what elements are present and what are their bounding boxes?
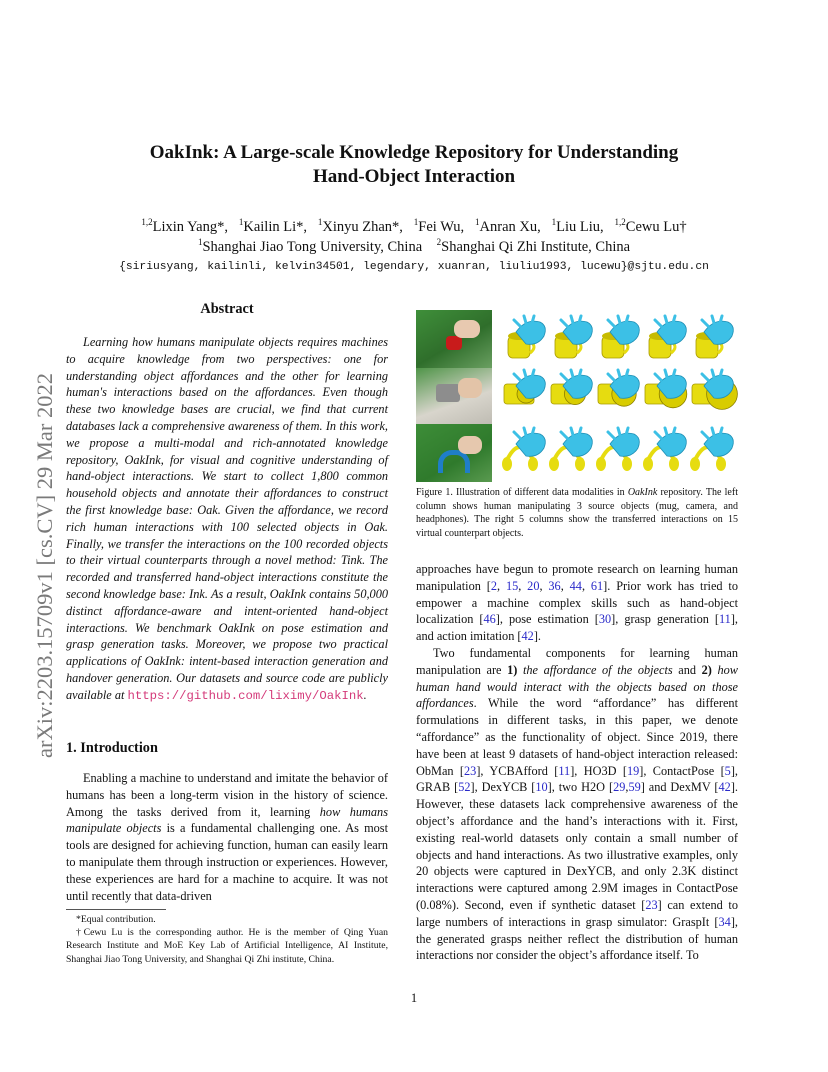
intro-paragraph: [66, 770, 388, 904]
citation-link[interactable]: 29: [613, 780, 626, 795]
row-headphones: [502, 428, 733, 471]
author-list: [60, 217, 768, 236]
virtual-interactions-render: [494, 310, 738, 482]
right-column-body: [416, 561, 738, 964]
author-name: $^1$Liu Liu,: [551, 217, 604, 235]
headphones-interaction-3: [596, 428, 639, 471]
citation-link[interactable]: 52: [458, 780, 471, 795]
caption-text-a: Figure 1. Illustration of different data modalities in: [416, 487, 628, 498]
page-number: 1: [410, 991, 418, 1005]
figure-1-caption: [416, 486, 738, 540]
mug-interaction-4: [649, 316, 686, 358]
intro-heading: 1. Introduction: [66, 740, 158, 756]
author-name: $^1$Fei Wu,: [413, 217, 465, 235]
camera-interaction-2: [551, 370, 592, 405]
caption-text-b: repository. The left column shows human manipulating 3 source objects (mug, camera, and headphones). The right 5 columns show the transferred interactions on 15 virtual counterpart objects.: [416, 487, 738, 539]
citation-link[interactable]: 30: [598, 612, 612, 627]
citation-link[interactable]: 23: [645, 897, 658, 912]
body-paragraph-2: Two fundamental components for learning human manipulation are 1) the affordance of the objects and 2) how human hand would interact with the objects based on those affordances. While the word “affordance” has different formulations in different tasks, in this paper, we denote “affordance” as the functionality of object. Since 2019, there have been at least 9 datasets of hand-object interaction released: ObMan [23], YCBAfford [11], HO3D [19], ContactPose [5], GRAB [52], DexYCB [10], two H2O [29,59] and DexMV [42]. However, these datasets lack comprehensive awareness of the object’s affordance and the hand’s interactions with it. First, existing real-world datasets only contain a small number of objects and hand interactions. As two illustrative examples, only 20 objects were captured in DexYCB, and only 2.3K distinct interactions were captured among 2.9M images in ContactPose (0.08%). Second, even if synthetic dataset [23] can extend to large numbers of interactions in grasp simulator: GraspIt [34], the generated grasps neither reflect the distribution of human interactions nor consider the object’s affordance itself. To: [416, 645, 738, 963]
citation-link[interactable]: 46: [483, 612, 496, 627]
author-name: $^1$Kailin Li*,: [238, 217, 307, 235]
footnotes: [66, 913, 388, 966]
photo-camera-manipulation: [416, 368, 492, 424]
intro-text-b: is a fundamental challenging one. As most tools are designed for achieving function, human can easily learn to manipulate them through instruction or experiences. However, these experiences are hard for a machine to acquire. It was not until recently that data-driven: [66, 821, 388, 903]
arxiv-id-text: arXiv:2203.15709v1 [cs.CV] 29 Mar 2022: [32, 373, 57, 758]
citation-link[interactable]: 19: [626, 763, 640, 778]
affil-2-sup: 2: [436, 237, 442, 247]
headphones-interaction-2: [549, 428, 592, 471]
citation-link[interactable]: 42: [521, 629, 534, 644]
mug-interaction-2: [555, 316, 592, 358]
paper-title: [80, 141, 748, 189]
red-mug-shape: [446, 336, 462, 350]
title-line-1: OakInk: A Large-scale Knowledge Repository for Understanding: [149, 142, 679, 163]
affil-2: Shanghai Qi Zhi Institute, China: [441, 238, 631, 255]
citation-link[interactable]: 5: [724, 763, 731, 778]
citation-link[interactable]: 11: [718, 612, 731, 627]
mug-interaction-1: [508, 316, 545, 358]
figure-1: [416, 310, 738, 482]
citation-link[interactable]: 20: [527, 578, 540, 593]
intro-text-em: how humans manipulate objects: [66, 804, 388, 836]
title-line-2: Hand-Object Interaction: [312, 166, 516, 187]
abstract-code-link[interactable]: https://github.com/liximy/OakInk: [127, 688, 364, 703]
photo-headphones-manipulation: [416, 424, 492, 482]
footnote-equal-contribution: *Equal contribution.: [76, 914, 156, 925]
camera-interaction-5: [692, 370, 737, 409]
author-name: $^1$Xinyu Zhan*,: [317, 217, 403, 235]
hand-shape: [454, 320, 480, 338]
citation-link[interactable]: 36: [548, 578, 561, 593]
camera-interaction-1: [504, 370, 545, 404]
citation-link[interactable]: 2: [490, 578, 497, 593]
affil-1-sup: 1: [197, 237, 203, 247]
citation-link[interactable]: 15: [505, 578, 519, 593]
citation-link[interactable]: 34: [718, 914, 731, 929]
headphones-interaction-5: [690, 428, 733, 471]
footnote-corresponding-author: †Cewu Lu is the corresponding author. He is the member of Qing Yuan Research Institute and MoE Key Lab of Artificial Intelligence, AI Institute, Shanghai Jiao Tong University, and Shanghai Qi Zhi institute, China.: [66, 927, 388, 965]
headphones-interaction-4: [643, 428, 686, 471]
abstract-text: Learning how humans manipulate objects requires machines to acquire knowledge from two perspectives: one for understanding object affordances and the other for learning human's interactions based on the affordances. Even though these two knowledge bases are crucial, we find that current databases lack a comprehensive awareness of them. In this work, we propose a multi-modal and rich-annotated knowledge repository, OakInk, for visual and cognitive understanding of hand-object interactions. We start to collect 1,800 common household objects and annotate their affordances to construct the first knowledge base: Oak. Given the affordance, we record rich human interactions with 100 selected objects in Oak. Finally, we transfer the interactions on the 100 recorded objects to their virtual counterparts through a novel method: Tink. The recorded and transferred hand-object interactions constitute the second knowledge base: Ink. As a result, OakInk contains 50,000 distinct affordance-aware and intent-oriented hand-object interactions. We benchmark OakInk on pose estimation and grasp generation tasks. Moreover, we propose two practical applications of OakInk: intent-based interaction generation and handover generation. Our datasets and source code are publicly available at: [66, 335, 388, 702]
citation-link[interactable]: 11: [558, 763, 571, 778]
mug-interaction-3: [602, 316, 639, 358]
citation-link[interactable]: 61: [590, 578, 604, 593]
hand-shape: [458, 436, 482, 454]
affiliations: [60, 237, 768, 256]
citation-link[interactable]: 59: [628, 780, 641, 795]
author-name: $^{1,2}$Lixin Yang*,: [141, 217, 228, 235]
intro-text-a: Enabling a machine to understand and imitate the behavior of humans has been a long-term vision in the history of science. Among the tasks derived from it, learning: [66, 771, 388, 819]
camera-interaction-3: [598, 370, 639, 406]
affil-1: Shanghai Jiao Tong University, China: [202, 238, 423, 255]
row-mugs: [508, 316, 733, 358]
author-emails: {siriusyang, kailinli, kelvin34501, legendary, xuanran, liuliu1993, lucewu}@sjtu.edu.cn: [119, 261, 709, 273]
arxiv-identifier-stamp: [6, 280, 66, 760]
mug-interaction-5: [696, 316, 733, 358]
camera-shape: [436, 384, 460, 402]
camera-interaction-4: [645, 370, 687, 408]
abstract-heading: Abstract: [200, 301, 254, 317]
abstract-body: [66, 334, 388, 705]
citation-link[interactable]: 10: [535, 780, 548, 795]
headphones-interaction-1: [502, 428, 545, 471]
photo-mug-manipulation: [416, 310, 492, 368]
author-name: $^1$Anran Xu,: [475, 217, 541, 235]
citation-link[interactable]: 23: [464, 763, 477, 778]
citation-link[interactable]: 44: [569, 578, 582, 593]
abstract-end: .: [363, 687, 367, 702]
hand-shape: [458, 378, 482, 398]
author-name: $^{1,2}$Cewu Lu†: [614, 217, 687, 235]
body-paragraph-1: approaches have begun to promote research on learning human manipulation [2, 15, 20, 36, 44, 61]. Prior work has tried to empower a machine complex skills such as hand-object localization [46], pose estimation [30], grasp generation [11], and action imitation [42].: [416, 562, 738, 644]
citation-link[interactable]: 42: [718, 780, 731, 795]
footnote-rule: [66, 909, 166, 910]
row-cameras: [504, 370, 737, 409]
caption-text-em: OakInk: [627, 487, 658, 498]
